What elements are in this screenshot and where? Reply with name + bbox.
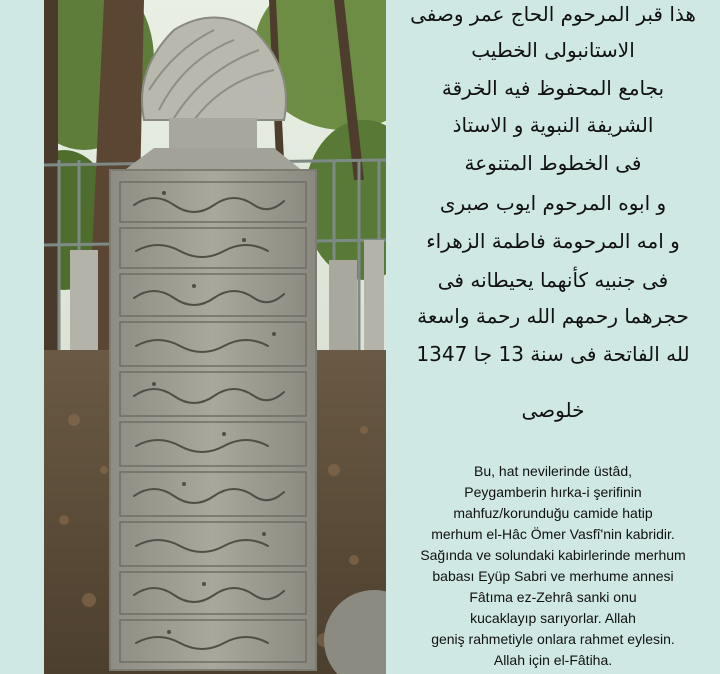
text-panel [386,0,720,674]
turkish-line-9: geniş rahmetiyle onlara rahmet eylesin. [431,631,675,647]
arabic-line-signature: خلوصى [521,398,585,422]
arabic-line-1: هذا قبر المرحوم الحاج عمر وصفى [410,2,696,26]
arabic-line-7: و امه المرحومة فاطمة الزهراء [426,229,680,253]
turkish-line-6: babası Eyüp Sabri ve merhume annesi [432,568,674,584]
turkish-line-7: Fâtıma ez-Zehrâ sanki onu [469,589,637,605]
gravestone-photo [44,0,386,674]
turkish-line-5: Sağında ve solundaki kabirlerinde merhum [420,547,686,563]
left-margin [0,0,44,674]
arabic-line-6: و ابوه المرحوم ايوب صبرى [439,191,667,215]
arabic-line-3: بجامع المحفوظ فيه الخرقة [441,76,665,100]
arabic-line-4: الشريفة النبوية و الاستاذ [452,113,654,137]
turkish-line-4: merhum el-Hâc Ömer Vasfî'nin kabridir. [431,526,675,542]
arabic-line-10: لله الفاتحة فى سنة 13 جا 1347 [416,342,690,366]
turkish-line-8: kucaklayıp sarıyorlar. Allah [470,610,636,626]
turkish-line-2: Peygamberin hırka-i şerifinin [464,484,642,500]
arabic-line-2: الاستانبولى الخطيب [471,38,635,62]
turkish-line-10: Allah için el-Fâtiha. [493,652,613,668]
arabic-line-8: فى جنبيه كأنهما يحيطانه فى [437,268,669,292]
arabic-line-9: حجرهما رحمهم الله رحمة واسعة [417,304,689,328]
turkish-line-1: Bu, hat nevilerinde üstâd, [474,463,632,479]
arabic-line-5: فى الخطوط المتنوعة [464,151,642,175]
turkish-line-3: mahfuz/korunduğu camide hatip [453,505,653,521]
